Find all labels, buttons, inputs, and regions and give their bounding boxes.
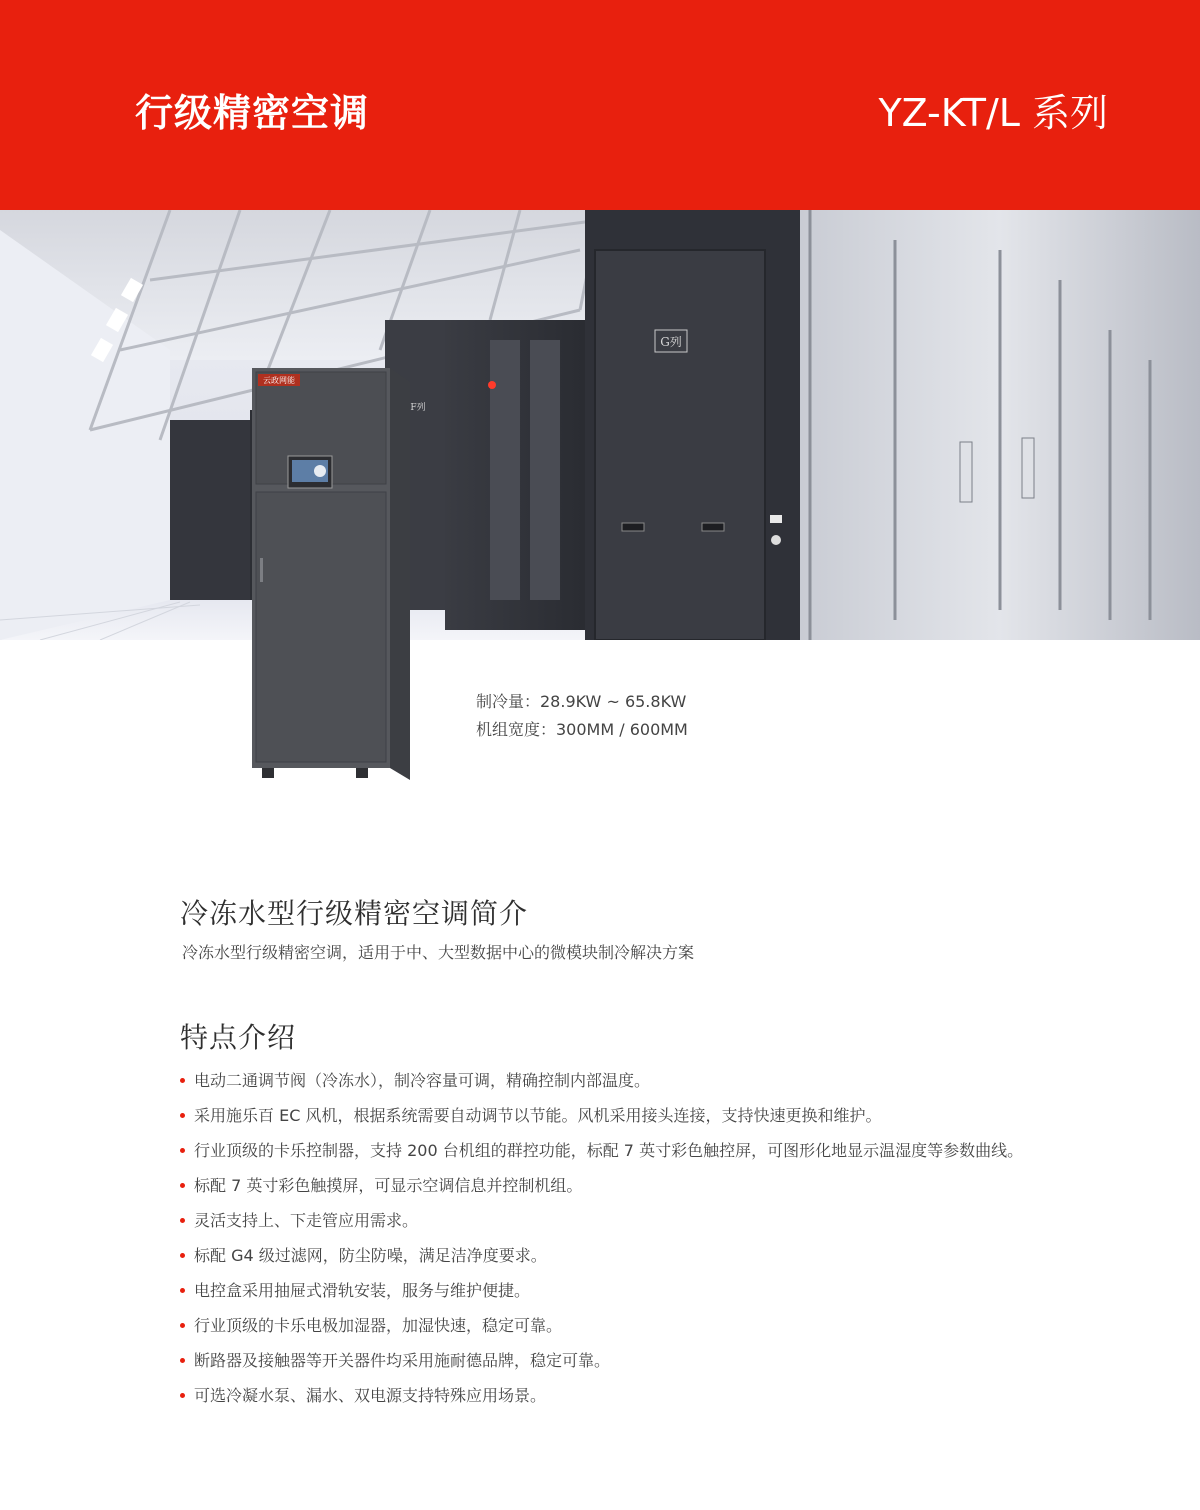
- feature-item: 灵活支持上、下走管应用需求。: [180, 1206, 1100, 1235]
- bullet-icon: [180, 1288, 185, 1293]
- feature-item: 采用施乐百 EC 风机，根据系统需要自动调节以节能。风机采用接头连接，支持快速更换和维护。: [180, 1101, 1100, 1130]
- datacenter-illustration: [0, 210, 1200, 640]
- feature-item: 电控盒采用抽屉式滑轨安装，服务与维护便捷。: [180, 1276, 1100, 1305]
- feature-item: 电动二通调节阀（冷冻水），制冷容量可调，精确控制内部温度。: [180, 1066, 1100, 1095]
- air-conditioner-unit-image: [252, 368, 410, 780]
- hero-image: [0, 210, 1200, 640]
- bullet-icon: [180, 1253, 185, 1258]
- spec-block: [476, 688, 688, 744]
- feature-item: 行业顶级的卡乐控制器，支持 200 台机组的群控功能，标配 7 英寸彩色触控屏，可图形化地显示温湿度等参数曲线。: [180, 1136, 1100, 1165]
- brand-badge: 云政网能: [263, 376, 295, 385]
- spec-unit-width: 机组宽度：300MM / 600MM: [476, 720, 688, 739]
- intro-heading: 冷冻水型行级精密空调简介: [180, 897, 529, 930]
- page-title: 行级精密空调: [135, 91, 370, 135]
- cabinet-tag-f: F列: [410, 403, 426, 413]
- bullet-icon: [180, 1323, 185, 1328]
- features-list: [180, 1066, 1100, 1416]
- bullet-icon: [180, 1358, 185, 1363]
- feature-item: 标配 7 英寸彩色触摸屏，可显示空调信息并控制机组。: [180, 1171, 1100, 1200]
- feature-item: 标配 G4 级过滤网，防尘防噪，满足洁净度要求。: [180, 1241, 1100, 1270]
- cabinet-tag-g: G列: [660, 335, 682, 349]
- feature-item: 可选冷凝水泵、漏水、双电源支持特殊应用场景。: [180, 1381, 1100, 1410]
- header-banner: [0, 0, 1200, 210]
- bullet-icon: [180, 1218, 185, 1223]
- bullet-icon: [180, 1183, 185, 1188]
- bullet-icon: [180, 1113, 185, 1118]
- series-label: YZ-KT/L 系列: [878, 91, 1108, 135]
- feature-item: 行业顶级的卡乐电极加湿器，加湿快速，稳定可靠。: [180, 1311, 1100, 1340]
- spec-cooling-capacity: 制冷量：28.9KW ~ 65.8KW: [476, 692, 687, 711]
- bullet-icon: [180, 1078, 185, 1083]
- intro-paragraph: 冷冻水型行级精密空调，适用于中、大型数据中心的微模块制冷解决方案: [182, 943, 695, 962]
- bullet-icon: [180, 1148, 185, 1153]
- bullet-icon: [180, 1393, 185, 1398]
- features-heading: 特点介绍: [180, 1021, 297, 1054]
- feature-item: 断路器及接触器等开关器件均采用施耐德品牌，稳定可靠。: [180, 1346, 1100, 1375]
